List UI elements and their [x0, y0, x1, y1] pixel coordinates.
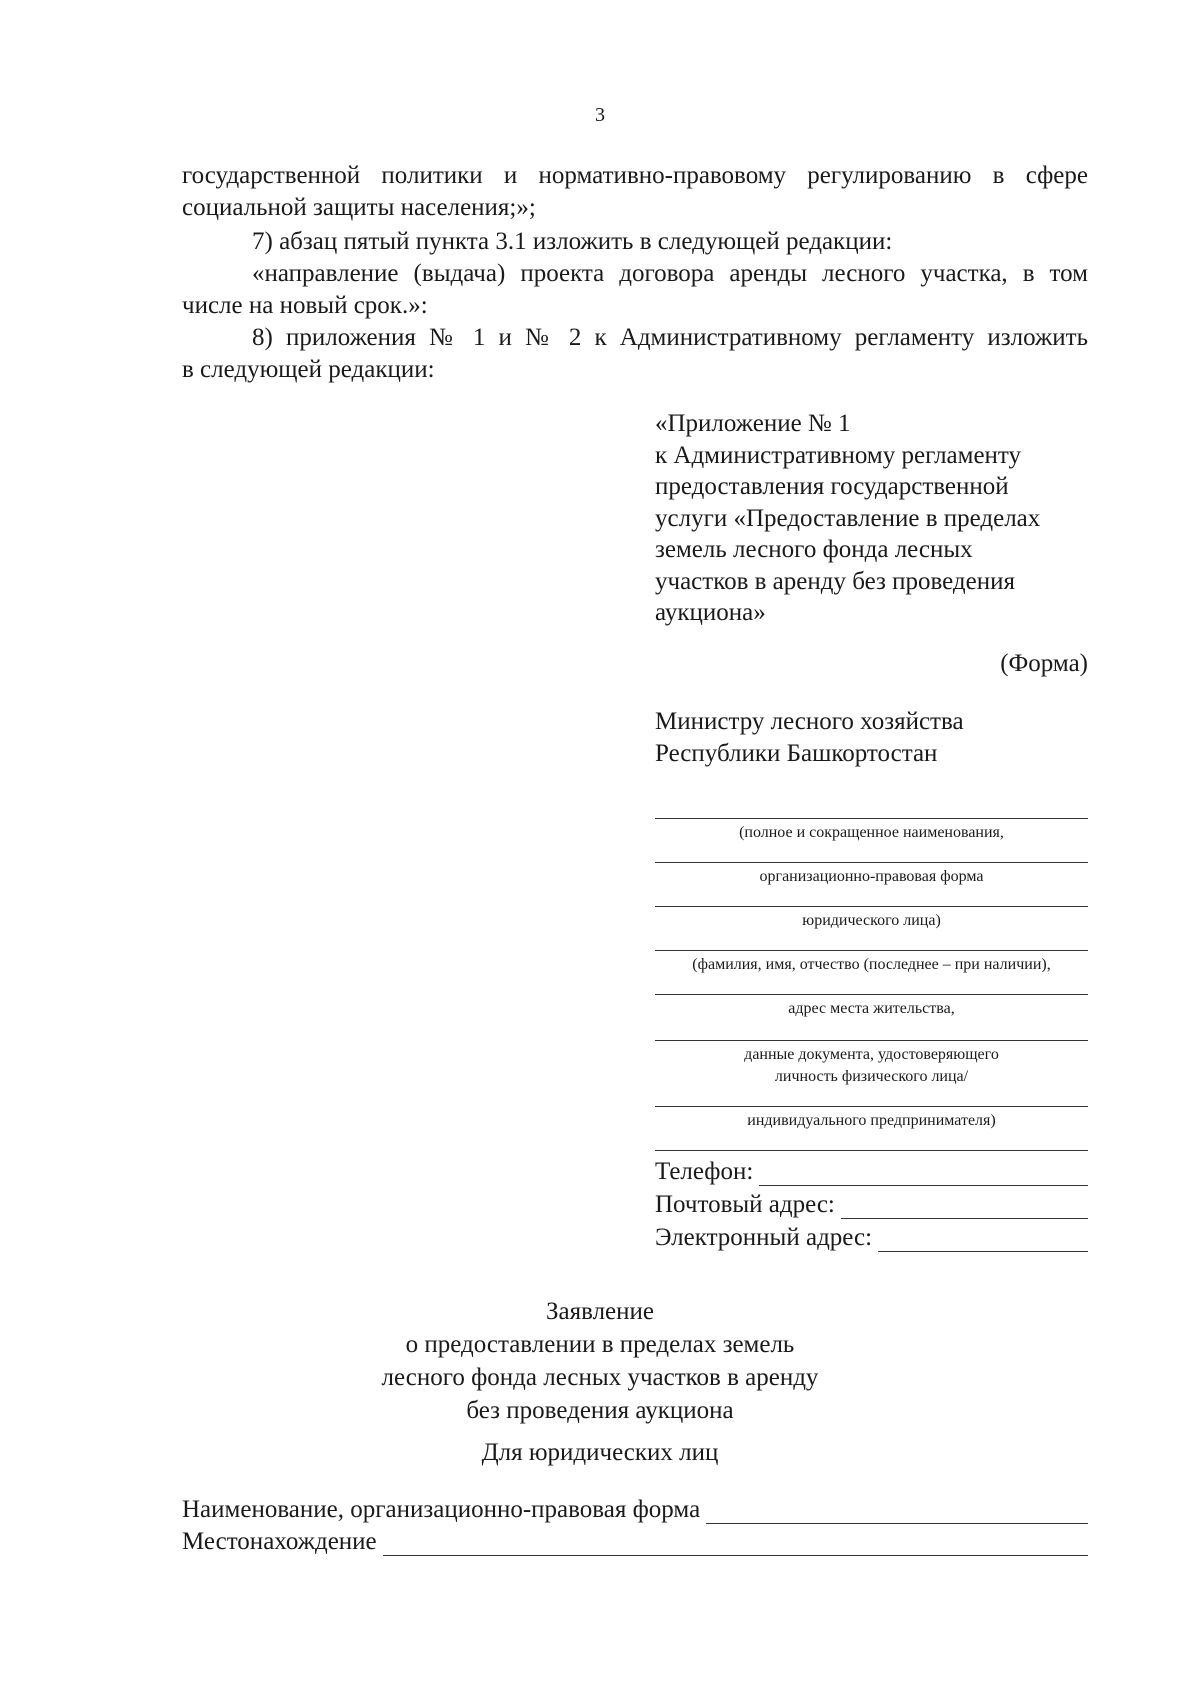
fill-line: [655, 1150, 1088, 1151]
paragraph-item-7: 7) абзац пятый пункта 3.1 изложить в следующей редакции:: [252, 228, 893, 255]
statement-title-line: лесного фонда лесных участков в аренду: [381, 1364, 819, 1391]
paragraph-line: социальной защиты населения;»;: [182, 194, 536, 221]
paragraph-line: «направление (выдача) проекта договора аренды лесного участка, в том: [252, 260, 1088, 287]
org-name-label: Наименование, организационно-правовая форма: [182, 1496, 701, 1523]
appendix-line: «Приложение № 1: [655, 410, 851, 437]
fill-line: [655, 950, 1088, 951]
postal-address-label: Почтовый адрес:: [655, 1191, 835, 1218]
paragraph-quote: [182, 258, 1088, 322]
statement-title: [0, 1295, 1200, 1427]
org-location-label: Местонахождение: [182, 1528, 377, 1555]
field-caption: юридического лица): [802, 912, 941, 929]
addressee-line: Республики Башкортостан: [655, 740, 938, 767]
paragraph-line: в следующей редакции:: [182, 356, 435, 383]
phone-label: Телефон:: [655, 1158, 754, 1185]
statement-subtitle: Для юридических лиц: [481, 1439, 719, 1466]
email-label: Электронный адрес:: [655, 1224, 873, 1251]
org-name-field: [182, 1496, 1088, 1524]
field-caption: (полное и сокращенное наименования,: [739, 824, 1004, 841]
fill-line: [655, 818, 1088, 819]
email-field: [655, 1224, 1088, 1252]
field-caption: адрес места жительства,: [788, 1000, 955, 1017]
paragraph-continuation: [182, 160, 1088, 224]
field-caption: организационно-правовая форма: [759, 868, 984, 885]
paragraph-item-8: [182, 322, 1088, 386]
appendix-line: аукциона»: [655, 599, 766, 626]
statement-title-line: Заявление: [545, 1298, 655, 1325]
page-number: 3: [595, 104, 605, 126]
field-caption: данные документа, удостоверяющего: [744, 1046, 999, 1063]
appendix-line: предоставления государственной: [655, 473, 1009, 500]
fill-line: [655, 862, 1088, 863]
postal-address-fill-line: [841, 1196, 1088, 1219]
org-name-fill-line: [706, 1501, 1088, 1524]
appendix-line: услуги «Предоставление в пределах: [655, 504, 1041, 532]
email-fill-line: [878, 1229, 1088, 1252]
appendix-header: [655, 408, 1095, 629]
phone-field: [655, 1158, 1088, 1186]
field-caption: (фамилия, имя, отчество (последнее – при наличии),: [692, 956, 1051, 973]
paragraph-line: 8) приложения № 1 и № 2 к Административному регламенту изложить: [252, 324, 1088, 351]
org-location-fill-line: [383, 1533, 1088, 1556]
addressee: [655, 706, 1095, 770]
paragraph-line: числе на новый срок.»:: [182, 292, 428, 319]
paragraph-line: государственной политики и нормативно-правовому регулированию в сфере: [182, 162, 1088, 189]
statement-title-line: без проведения аукциона: [466, 1397, 734, 1424]
postal-address-field: [655, 1191, 1088, 1219]
fill-line: [655, 906, 1088, 907]
fill-line: [655, 1106, 1088, 1107]
phone-fill-line: [759, 1163, 1088, 1186]
statement-title-line: о предоставлении в пределах земель: [405, 1331, 795, 1358]
field-caption: индивидуального предпринимателя): [747, 1112, 996, 1129]
appendix-line: к Административному регламенту: [655, 441, 1022, 469]
fill-line: [655, 994, 1088, 995]
addressee-line: Министру лесного хозяйства: [655, 708, 964, 735]
form-label: (Форма): [1000, 650, 1088, 677]
field-caption: личность физического лица/: [774, 1068, 969, 1085]
appendix-line: земель лесного фонда лесных: [655, 536, 973, 563]
org-location-field: [182, 1528, 1088, 1556]
fill-line: [655, 1040, 1088, 1041]
appendix-line: участков в аренду без проведения: [655, 567, 1016, 595]
